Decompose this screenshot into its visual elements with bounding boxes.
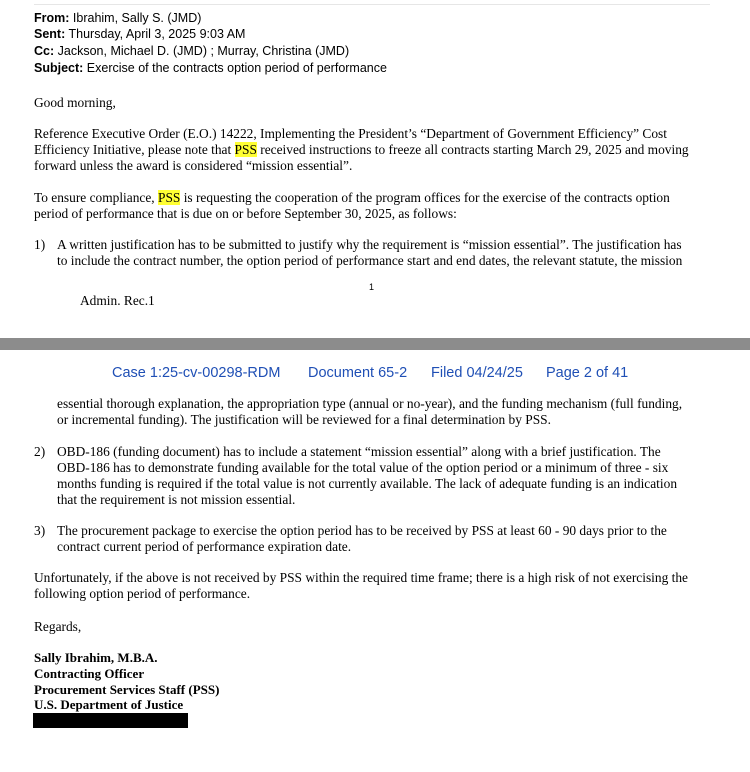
subject-value: Exercise of the contracts option period of performance <box>86 61 387 75</box>
greeting: Good morning, <box>34 95 116 110</box>
from-value: Ibrahim, Sally S. (JMD) <box>72 11 202 25</box>
item-3-line-1: The procurement package to exercise the option period has to be received by PSS at least 60 - 90 days prior to the <box>57 523 667 538</box>
item-1-continued-line-2: or incremental funding). The justification will be reviewed for a final determination by PSS. <box>57 412 551 427</box>
redaction-bar <box>33 713 188 728</box>
sent-label: Sent: <box>34 27 66 41</box>
closing-line-2: following option period of performance. <box>34 586 251 601</box>
closing-line-1: Unfortunately, if the above is not received by PSS within the required time frame; there is a high risk of not exercising the <box>34 570 688 585</box>
signature-title: Contracting Officer <box>34 666 145 681</box>
highlight-pss: PSS <box>234 142 257 157</box>
item-1-number: 1) <box>34 237 46 252</box>
item-2-line-1: OBD-186 (funding document) has to include a statement “mission essential” along with a brief justification. The <box>57 444 661 459</box>
admin-record-label: Admin. Rec.1 <box>80 293 155 308</box>
subject-label: Subject: <box>34 61 84 75</box>
item-1-line-1: A written justification has to be submitted to justify why the requirement is “mission essential”. The justification has <box>57 237 682 252</box>
item-3-number: 3) <box>34 523 46 538</box>
page-one <box>0 0 750 338</box>
paragraph-2-line-1: To ensure compliance, PSS is requesting the cooperation of the program offices for the exercise of the contracts option <box>34 190 670 205</box>
sent-value: Thursday, April 3, 2025 9:03 AM <box>68 27 246 41</box>
cc-value: Jackson, Michael D. (JMD) ; Murray, Christina (JMD) <box>57 44 350 58</box>
item-1-line-2: to include the contract number, the option period of performance start and end dates, the relevant statute, the mission <box>57 253 683 268</box>
regards: Regards, <box>34 619 82 634</box>
email-cc <box>34 43 349 59</box>
item-2-number: 2) <box>34 444 46 459</box>
highlight-pss: PSS <box>158 190 181 205</box>
paragraph-1-line-2: Efficiency Initiative, please note that PSS received instructions to freeze all contracts starting March 29, 2025 and moving <box>34 142 689 157</box>
signature-department: U.S. Department of Justice <box>34 697 184 712</box>
paragraph-1-line-1: Reference Executive Order (E.O.) 14222, Implementing the President’s “Department of Government Efficiency” Cost <box>34 126 667 141</box>
document-number: Document 65-2 <box>308 365 408 381</box>
item-1-continued-line-1: essential thorough explanation, the appropriation type (annual or no-year), and the funding mechanism (full funding, <box>57 396 683 411</box>
item-2-line-2: OBD-186 has to demonstrate funding available for the total value of the option period or a minimum of three - six <box>57 460 669 475</box>
item-3-line-2: contract current period of performance expiration date. <box>57 539 352 554</box>
item-2-line-3: months funding is required if the total value is not currently available. The lack of adequate funding is an indication <box>57 476 678 491</box>
email-subject <box>34 60 387 76</box>
signature-office: Procurement Services Staff (PSS) <box>34 682 220 697</box>
paragraph-2-line-2: period of performance that is due on or before September 30, 2025, as follows: <box>34 206 457 221</box>
email-from <box>34 10 201 26</box>
from-label: From: <box>34 11 70 25</box>
signature-name: Sally Ibrahim, M.B.A. <box>34 650 158 665</box>
case-number: Case 1:25-cv-00298-RDM <box>112 365 281 381</box>
filed-date: Filed 04/24/25 <box>431 365 523 381</box>
paragraph-1-line-3: forward unless the award is considered “mission essential”. <box>34 158 353 173</box>
email-sent <box>34 26 245 42</box>
cc-label: Cc: <box>34 44 55 58</box>
top-divider <box>34 4 710 5</box>
page-number: 1 <box>369 282 375 292</box>
page-of: Page 2 of 41 <box>546 365 629 381</box>
item-2-line-4: that the requirement is not mission essential. <box>57 492 296 507</box>
page-separator <box>0 338 750 350</box>
